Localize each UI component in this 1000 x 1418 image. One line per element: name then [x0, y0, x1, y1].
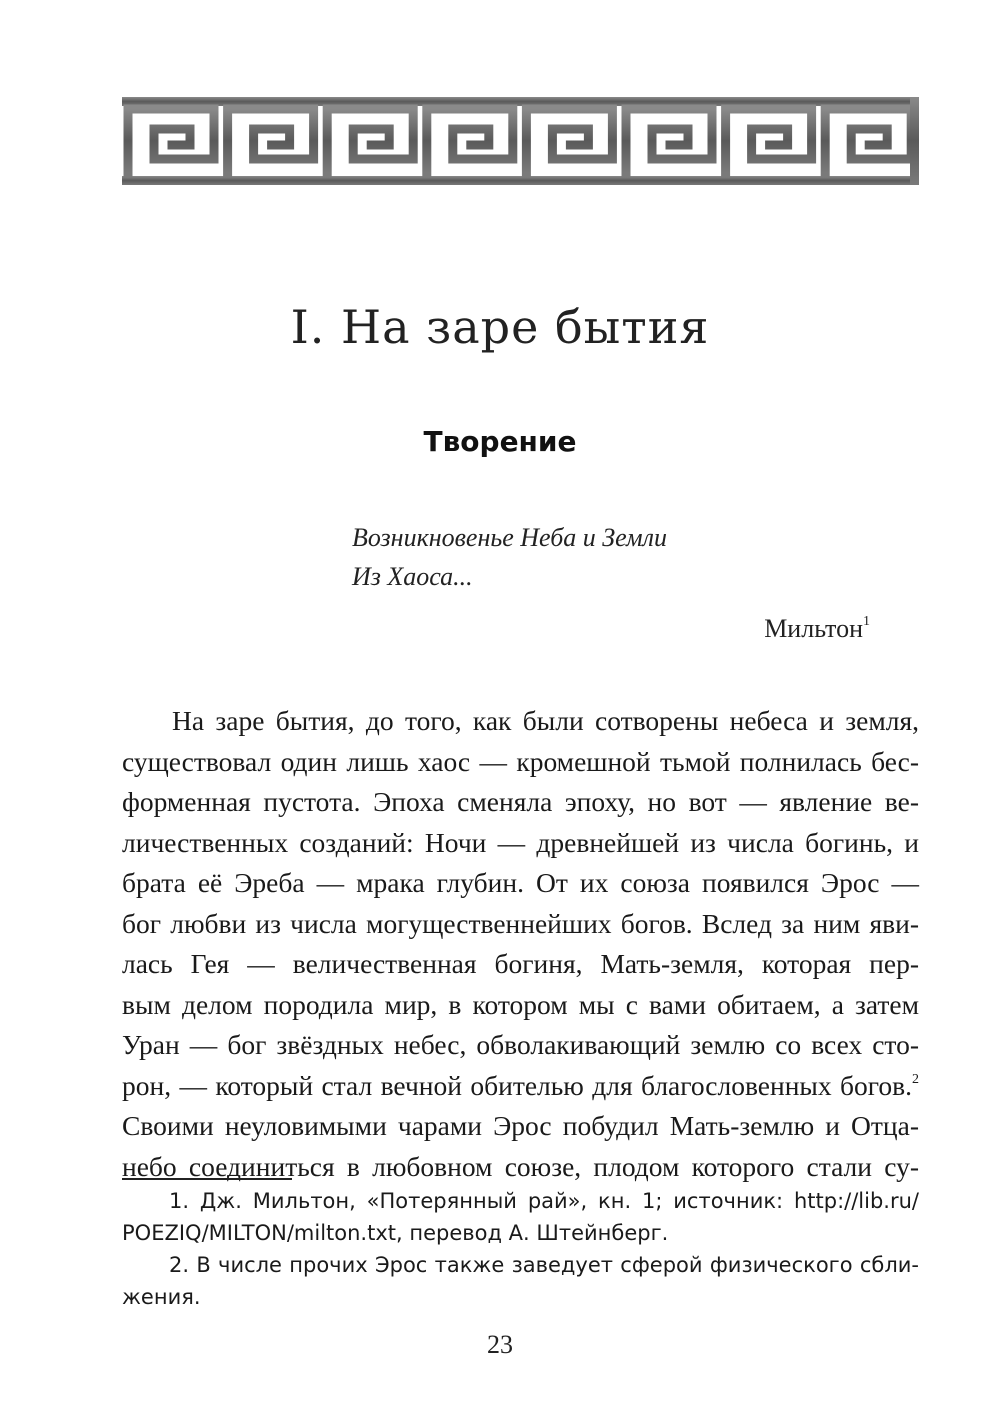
footnote-line: POEZIQ/MILTON/milton.txt, перевод А. Штейнберг. — [122, 1221, 669, 1245]
body-line: форменная пустота. Эпоха сменяла эпоху, но вот — явление ве- — [122, 786, 919, 817]
body-text — [122, 701, 919, 1187]
body-line: Уран — бог звёздных небес, обволакивающий землю со всех сто- — [122, 1029, 919, 1060]
body-line-text: рон, — который стал вечной обителью для благословенных богов. — [122, 1069, 912, 1101]
epigraph-line: Из Хаоса... — [352, 562, 473, 591]
body-line: На заре бытия, до того, как были сотворены небеса и земля, — [172, 705, 919, 736]
section-title: Творение — [423, 425, 577, 458]
body-line: существовал один лишь хаос — кромешной тьмой полнилась бес- — [122, 745, 919, 777]
body-line: лась Гея — величественная богиня, Мать-земля, которая пер- — [122, 948, 919, 979]
body-line: вым делом породила мир, в котором мы с вами обитаем, а затем — [122, 988, 919, 1020]
body-line: личественных созданий: Ночи — древнейшей из числа богинь, и — [122, 826, 919, 858]
body-line: Своими неуловимыми чарами Эрос побудил Мать-землю и Отца- — [122, 1110, 919, 1141]
epigraph-author-name: Мильтон — [764, 614, 863, 643]
footnote-line: жения. — [122, 1285, 201, 1309]
body-line: небо соединиться в любовном союзе, плодом которого стали су- — [122, 1150, 919, 1182]
footnote-divider — [122, 1178, 292, 1180]
chapter-title: I. На заре бытия — [290, 300, 710, 354]
greek-key-ornament — [122, 97, 919, 185]
epigraph — [352, 518, 667, 596]
footnote-line: 1. Дж. Мильтон, «Потерянный рай», кн. 1; источник: http://lib.ru/ — [169, 1189, 919, 1213]
body-line: брата её Эреба — мрака глубин. От их союза появился Эрос — — [122, 867, 919, 898]
footnotes — [122, 1185, 919, 1313]
footnote-ref-1[interactable]: 1 — [863, 614, 870, 629]
body-line — [122, 1066, 919, 1107]
footnote-line: 2. В числе прочих Эрос также заведует сферой физического сбли- — [169, 1253, 919, 1277]
footnote-ref-2[interactable]: 2 — [912, 1071, 919, 1087]
epigraph-line: Возникновенье Неба и Земли — [352, 523, 667, 552]
body-line: бог любви из числа могущественнейших богов. Вслед за ним яви- — [122, 907, 919, 939]
page-number: 23 — [487, 1330, 513, 1359]
epigraph-author — [764, 614, 870, 644]
